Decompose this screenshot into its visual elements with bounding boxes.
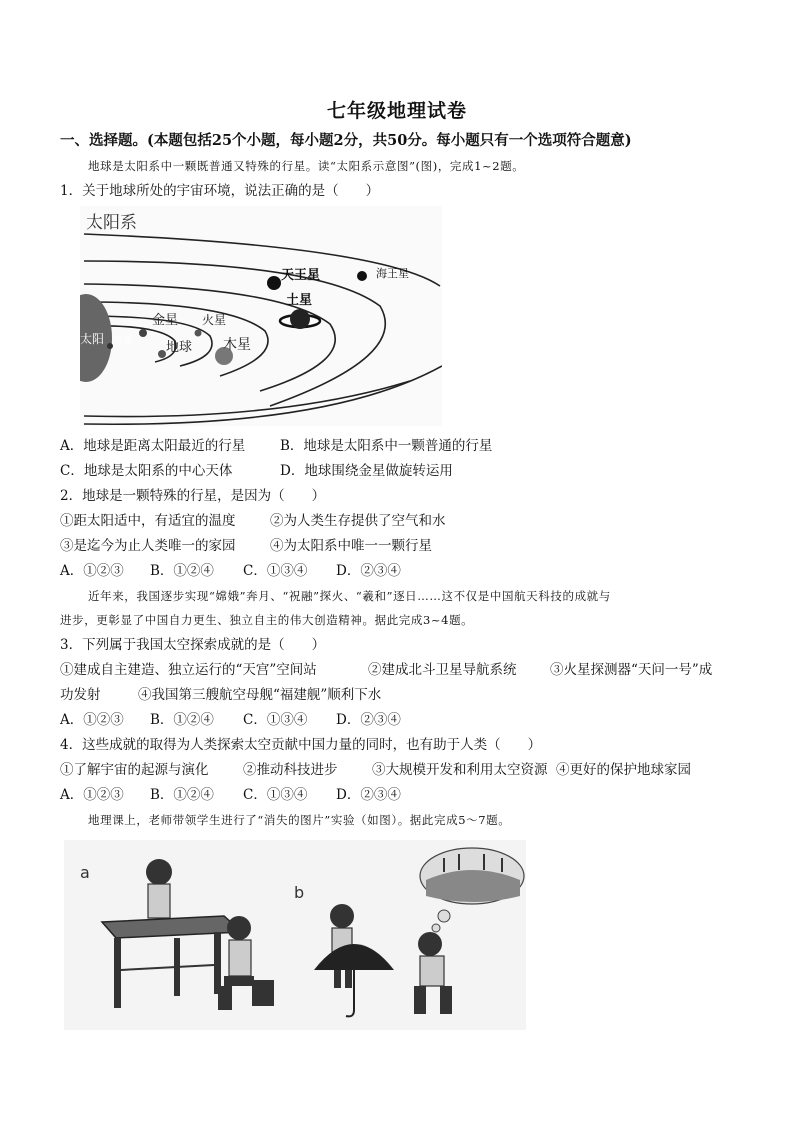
question-3-statement-4: ④我国第三艘航空母舰“福建舰”顺利下水 [138,687,382,703]
question-3-statement-1: ①建成自主建造、独立运行的“天宫”空间站 [60,662,317,678]
question-2-statement-3: ③是迄今为止人类唯一的家园 [60,538,236,554]
question-1-option-a: A．地球是距离太阳最近的行星 [60,438,246,454]
question-2-option-b: B．①②④ [150,563,214,579]
question-1-option-d: D．地球围绕金星做旋转运用 [280,463,453,479]
question-4-statement-1: ①了解宇宙的起源与演化 [60,762,209,778]
uranus-label: 天王星 [281,268,321,283]
experiment-figure [64,840,526,1030]
jupiter-label: 木星 [223,337,251,353]
question-4-option-a: A．①②③ [60,787,124,803]
question-4-option-b: B．①②④ [150,787,214,803]
question-4-option-c: C．①③④ [243,787,308,803]
question-1-option-c: C．地球是太阳系的中心天体 [60,463,233,479]
earth-icon [158,350,166,358]
question-2-option-d: D．②③④ [336,563,401,579]
mars-icon [195,330,202,337]
saturn-icon [290,309,310,329]
solar-system-figure [80,206,442,426]
question-2-option-a: A．①②③ [60,563,124,579]
figure-label-b: b [294,883,305,902]
intro-text-3: 地理课上，老师带领学生进行了“消失的图片”实验（如图）。据此完成5～7题。 [88,813,511,827]
mars-label: 火星 [202,313,227,327]
figure-label-a: a [80,863,90,882]
uranus-icon [267,276,281,290]
question-2-option-c: C．①③④ [243,563,308,579]
question-3-option-a: A．①②③ [60,712,124,728]
venus-icon [139,329,147,337]
question-3-statement-2: ②建成北斗卫星导航系统 [368,662,517,678]
question-2-stem: 2．地球是一颗特殊的行星，是因为（ ） [60,488,326,504]
question-2-statement-2: ②为人类生存提供了空气和水 [270,513,446,529]
question-4-statement-4: ④更好的保护地球家园 [556,762,691,778]
question-3-option-c: C．①③④ [243,712,308,728]
question-4-statement-2: ②推动科技进步 [243,762,338,778]
neptune-label: 海王星 [376,267,409,280]
page-title: 七年级地理试卷 [326,100,467,122]
intro-text-2: 近年来，我国逐步实现“嫦娥”奔月、“祝融”探火、“羲和”逐日……这不仅是中国航天科技的成就与 [88,589,611,603]
question-3-option-b: B．①②④ [150,712,214,728]
question-3-statement-3: ③火星探测器“天问一号”成 [550,662,713,678]
intro-text-2-cont: 进步，更彰显了中国自力更生、独立自主的伟大创造精神。据此完成3~4题。 [60,613,474,627]
saturn-label: 土星 [286,293,313,308]
question-2-statement-4: ④为太阳系中唯一一颗行星 [270,538,432,554]
question-4-stem: 4．这些成就的取得为人类探索太空贡献中国力量的同时，也有助于人类（ ） [60,737,542,753]
question-4-option-d: D．②③④ [336,787,401,803]
question-3-stem: 3．下列属于我国太空探索成就的是（ ） [60,637,326,653]
question-1-stem: 1．关于地球所处的宇宙环境，说法正确的是（ ） [60,183,380,199]
section-heading: 一、选择题。(本题包括25个小题，每小题2分，共50分。每小题只有一个选项符合题意) [60,132,632,149]
question-1-option-b: B．地球是太阳系中一颗普通的行星 [280,438,493,454]
intro-text-1: 地球是太阳系中一颗既普通又特殊的行星。读“太阳系示意图”(图)，完成1~2题。 [88,159,525,173]
mercury-label: 水星 [112,333,134,346]
neptune-icon [357,271,367,281]
sun-label: 太阳 [80,332,105,346]
question-3-statement-3-cont: 功发射 [60,687,101,703]
earth-label: 地球 [166,340,193,355]
question-4-statement-3: ③大规模开发和利用太空资源 [372,762,548,778]
venus-label: 金星 [152,313,179,328]
question-2-statement-1: ①距太阳适中，有适宜的温度 [60,513,236,529]
question-3-option-d: D．②③④ [336,712,401,728]
solar-title: 太阳系 [86,213,137,233]
